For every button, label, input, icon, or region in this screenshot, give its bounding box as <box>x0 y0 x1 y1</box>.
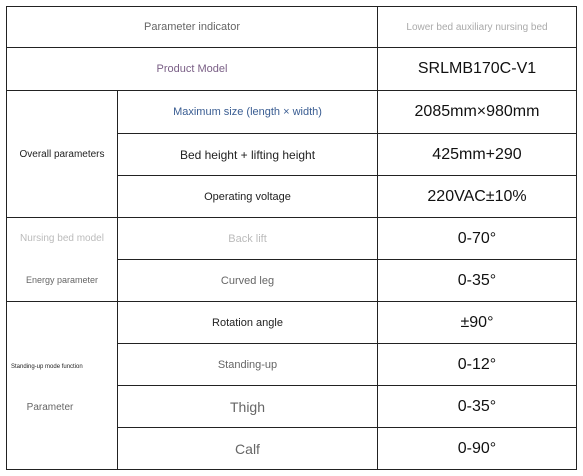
header-parameter-label: Parameter indicator <box>144 21 240 33</box>
row-rotation-label-cell <box>117 301 378 344</box>
row-standing-up-label-cell <box>117 343 378 386</box>
row-thigh-label-cell <box>117 385 378 428</box>
row-curved-leg-label: Curved leg <box>220 274 275 287</box>
group-parameter-label: Parameter <box>26 402 74 413</box>
row-calf-value-cell <box>377 427 577 470</box>
row-voltage-value: 220VAC±10% <box>427 187 527 205</box>
row-rotation-label: Rotation angle <box>212 316 283 329</box>
row-voltage-value-cell <box>377 175 577 218</box>
row-standing-up-label: Standing-up <box>217 358 278 371</box>
header-parameter-cell <box>6 6 378 48</box>
row-standing-up-value-cell <box>377 343 577 386</box>
group-energy-label: Energy parameter <box>25 275 99 285</box>
row-calf-value: 0-90° <box>457 439 497 457</box>
row-max-size-value: 2085mm×980mm <box>414 103 540 120</box>
row-curved-leg-value-cell <box>377 259 577 302</box>
row-back-lift-value-cell <box>377 217 577 260</box>
group-nursing-bed-model-label: Nursing bed model <box>20 233 104 244</box>
header-product-cell <box>377 6 577 48</box>
parameter-table <box>6 6 577 470</box>
row-back-lift-label-cell <box>117 217 378 260</box>
row-bed-height-label: Bed height + lifting height <box>179 147 316 162</box>
row-rotation-value-cell <box>377 301 577 344</box>
product-model-value: SRLMB170C-V1 <box>417 60 537 77</box>
header-product-label: Lower bed auxiliary nursing bed <box>406 21 548 33</box>
row-calf-label-cell <box>117 427 378 470</box>
group-standing-parameter-cell <box>6 301 118 470</box>
row-rotation-value: ±90° <box>460 313 494 331</box>
row-thigh-value: 0-35° <box>457 397 497 415</box>
row-standing-up-value: 0-12° <box>457 355 497 373</box>
row-calf-label: Calf <box>235 440 260 457</box>
row-bed-height-label-cell <box>117 133 378 176</box>
product-model-label: Product Model <box>156 63 228 75</box>
row-thigh-value-cell <box>377 385 577 428</box>
row-voltage-label-cell <box>117 175 378 218</box>
row-back-lift-value: 0-70° <box>457 229 497 247</box>
product-model-label-cell <box>6 47 378 91</box>
row-curved-leg-label-cell <box>117 259 378 302</box>
group-overall-cell <box>6 90 118 218</box>
product-model-value-cell <box>377 47 577 91</box>
group-standing-up-mode-label: Standing-up mode function <box>11 364 83 370</box>
row-back-lift-label: Back lift <box>228 232 267 245</box>
row-bed-height-value: 425mm+290 <box>432 145 522 163</box>
row-max-size-value-cell <box>377 90 577 134</box>
row-max-size-label-cell <box>117 90 378 134</box>
row-curved-leg-value: 0-35° <box>457 271 497 289</box>
row-max-size-label: Maximum size (length × width) <box>173 106 322 118</box>
row-voltage-label: Operating voltage <box>204 190 291 203</box>
row-thigh-label: Thigh <box>229 398 266 415</box>
group-overall-label: Overall parameters <box>19 148 105 160</box>
group-model-energy-cell <box>6 217 118 302</box>
row-bed-height-value-cell <box>377 133 577 176</box>
